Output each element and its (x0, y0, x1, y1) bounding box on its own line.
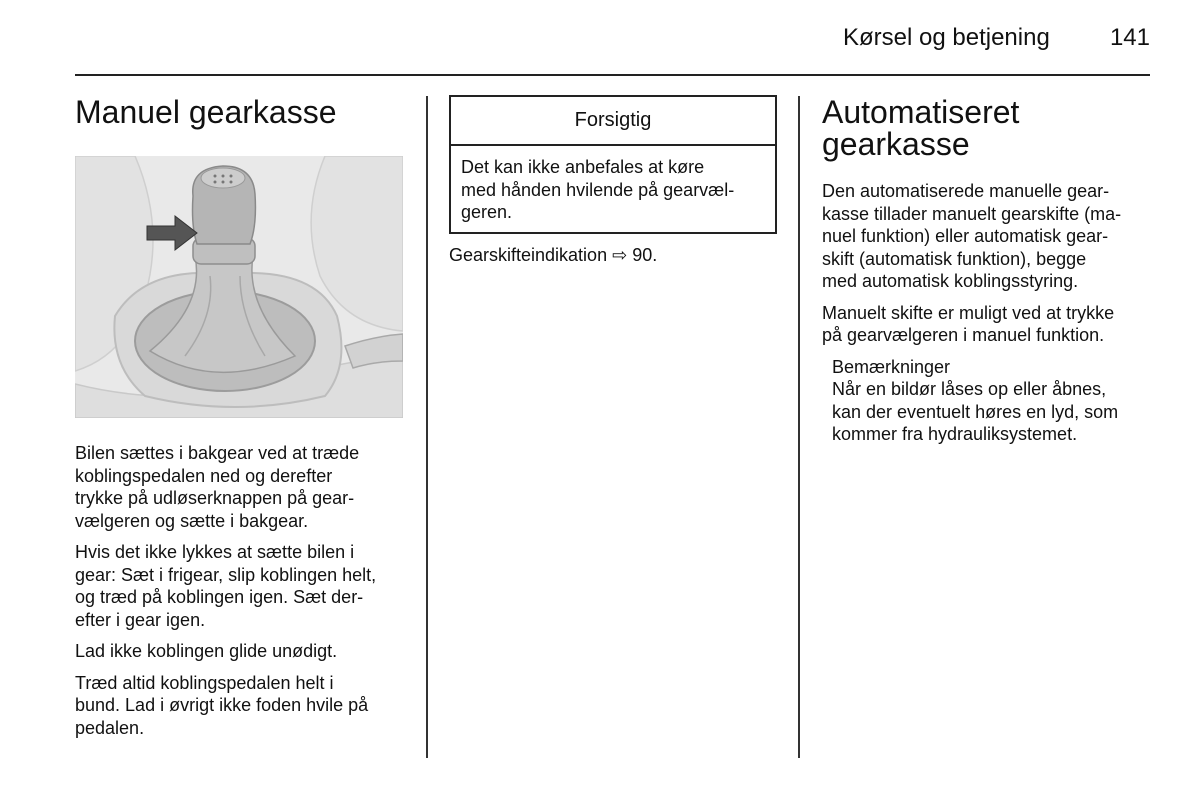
section-heading-automated: Automatiseret gearkasse (822, 94, 1020, 162)
paragraph-4: Træd altid koblingspedalen helt i bund. Lad i øvrigt ikke foden hvile på pedalen. (75, 672, 369, 738)
column-manual-gearbox (75, 96, 405, 748)
running-head: Kørsel og betjening (843, 24, 1050, 51)
column-caution (449, 95, 777, 266)
reference-text: Gearskifteindikation (449, 244, 608, 265)
column-divider-right (798, 96, 800, 758)
column-automated-gearbox (822, 96, 1152, 446)
cross-reference[interactable] (449, 244, 777, 267)
paragraph-1: Bilen sættes i bakgear ved at træde koblingspedalen ned og derefter trykke på udløserknappen på gear- vælgeren og sætte i bakgear. (75, 443, 360, 531)
section-heading: Manuel gearkasse (75, 94, 337, 130)
caution-box (449, 95, 777, 234)
paragraph-automated-1: Den automatiserede manuelle gear- kasse tillader manuelt gearskifte (ma- nuel funktion) eller automatisk gear- skift (automatisk funktion), begge med automatisk koblingsstyring. (822, 181, 1122, 291)
note-text: Når en bildør låses op eller åbnes, kan der eventuelt høres en lyd, som kommer fra hydrauliksystemet. (832, 379, 1119, 444)
gear-lever-illustration (75, 156, 403, 418)
caution-title: Forsigtig (451, 97, 775, 146)
arrow-right-icon: ⇨ (612, 244, 628, 265)
paragraph-automated-2: Manuelt skifte er muligt ved at trykke på gearvælgeren i manuel funktion. (822, 302, 1115, 345)
paragraph-3: Lad ikke koblingen glide unødigt. (75, 641, 338, 661)
reference-page: 90. (632, 244, 658, 265)
note-block (822, 356, 1152, 446)
paragraph-2: Hvis det ikke lykkes at sætte bilen i gear: Sæt i frigear, slip koblingen helt, og træd på koblingen igen. Sæt der- efter i gear igen. (75, 542, 377, 630)
page-number: 141 (1109, 24, 1150, 51)
column-divider-left (426, 96, 428, 758)
header-rule (75, 74, 1150, 76)
caution-text: Det kan ikke anbefales at køre med hånden hvilende på gearvæl- geren. (461, 157, 735, 222)
note-title: Bemærkninger (832, 356, 951, 377)
